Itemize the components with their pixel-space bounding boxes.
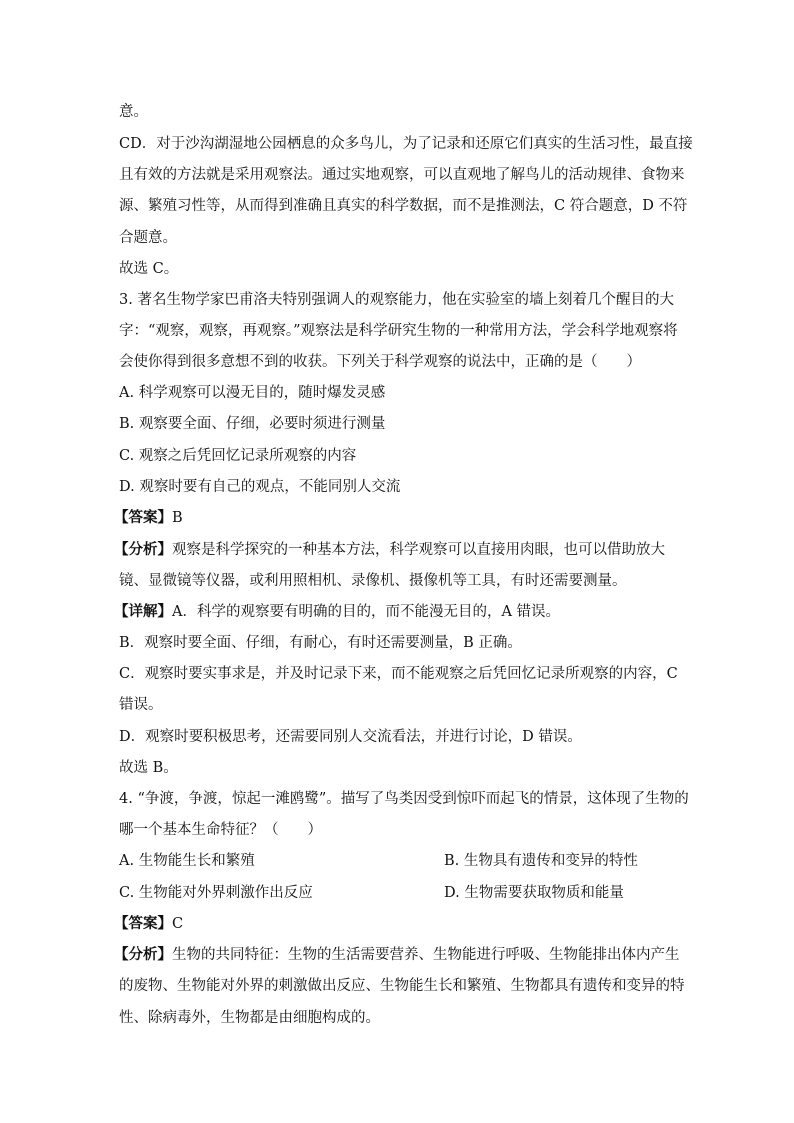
answer-tag: 【答案】	[114, 915, 172, 932]
detail-text: B．观察时要全面、仔细，有耐心，有时还需要测量，B 正确。	[119, 635, 522, 651]
question-4-option-d: D. 生物需要获取物质和能量	[444, 885, 624, 901]
text-line: 源、繁殖习性等，从而得到准确且真实的科学数据，而不是推测法，C 符合题意，D 不符	[119, 198, 688, 214]
question-3-option-a: A. 科学观察可以漫无目的，随时爆发灵感	[119, 385, 386, 401]
analysis-text: 性、除病毒外，生物都是由细胞构成的。	[119, 1010, 380, 1026]
question-3-option-c: C. 观察之后凭回忆记录所观察的内容	[119, 448, 357, 464]
text-line: 且有效的方法就是采用观察法。通过实地观察，可以直观地了解鸟儿的活动规律、食物来	[119, 167, 685, 183]
analysis-tag: 【分析】	[114, 541, 172, 558]
question-4-option-c: C. 生物能对外界刺激作出反应	[119, 885, 313, 901]
answer-value: B	[172, 510, 183, 526]
conclusion-line: 故选 B。	[119, 760, 178, 776]
question-4-stem: 4. “争渡，争渡，惊起一滩鸥鹭”。描写了鸟类因受到惊吓而起飞的情景，这体现了生物的	[119, 791, 689, 807]
question-3-option-d: D. 观察时要有自己的观点，不能同别人交流	[119, 479, 401, 495]
answer-line	[114, 914, 183, 934]
detail-tag: 【详解】	[114, 603, 172, 620]
answer-value: C	[172, 916, 184, 932]
text-line: CD．对于沙沟湖湿地公园栖息的众多鸟儿，为了记录和还原它们真实的生活习性，最直接	[119, 136, 693, 152]
analysis-line	[114, 540, 665, 560]
detail-text: C．观察时要实事求是，并及时记录下来，而不能观察之后凭回忆记录所观察的内容，C	[119, 666, 678, 682]
text-line: 意。	[119, 104, 148, 120]
detail-text: 错误。	[119, 697, 163, 713]
question-4-option-a: A. 生物能生长和繁殖	[119, 853, 255, 869]
analysis-line	[114, 945, 680, 965]
text-line: 合题意。	[119, 230, 177, 246]
analysis-tag: 【分析】	[114, 946, 172, 963]
detail-line	[114, 602, 560, 622]
detail-text: D．观察时要积极思考，还需要同别人交流看法，并进行讨论，D 错误。	[119, 729, 582, 745]
answer-tag: 【答案】	[114, 509, 172, 526]
question-3-stem: 会使你得到很多意想不到的收获。下列关于科学观察的说法中，正确的是（ ）	[119, 354, 641, 370]
question-4-stem: 哪一个基本生命特征？（ ）	[119, 822, 322, 838]
conclusion-line: 故选 C。	[119, 261, 179, 277]
question-3-stem: 3. 著名生物学家巴甫洛夫特别强调人的观察能力，他在实验室的墙上刻着几个醒目的大	[119, 292, 674, 308]
question-3-stem: 字：“观察，观察，再观察。”观察法是科学研究生物的一种常用方法，学会科学地观察将	[119, 323, 678, 339]
answer-line	[114, 508, 183, 528]
analysis-text: 的废物、生物能对外界的刺激做出反应、生物能生长和繁殖、生物都具有遗传和变异的特	[119, 978, 685, 994]
question-4-option-b: B. 生物具有遗传和变异的特性	[444, 853, 638, 869]
detail-text: A．科学的观察要有明确的目的，而不能漫无目的，A 错误。	[172, 604, 561, 620]
analysis-text: 观察是科学探究的一种基本方法，科学观察可以直接用肉眼，也可以借助放大	[172, 542, 665, 558]
question-3-option-b: B. 观察要全面、仔细，必要时须进行测量	[119, 416, 386, 432]
analysis-text: 生物的共同特征：生物的生活需要营养、生物能进行呼吸、生物能排出体内产生	[172, 947, 680, 963]
analysis-text: 镜、显微镜等仪器，或利用照相机、录像机、摄像机等工具，有时还需要测量。	[119, 573, 627, 589]
